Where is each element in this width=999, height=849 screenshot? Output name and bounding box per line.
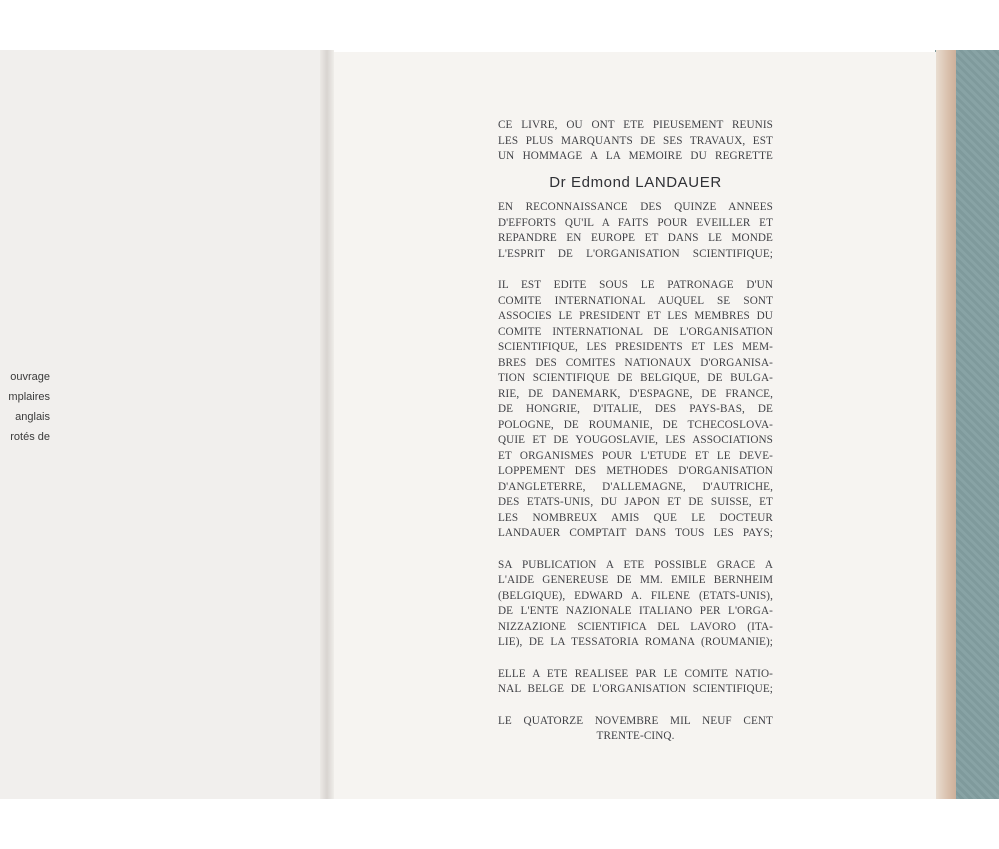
paragraph-5 — [498, 714, 773, 745]
left-line: ouvrage — [10, 371, 50, 383]
left-page — [0, 50, 326, 799]
text-line: SCIENTIFIQUE, LES PRESIDENTS ET LES MEM- — [498, 341, 773, 353]
text-line: CE LIVRE, OU ONT ETE PIEUSEMENT REUNIS — [498, 119, 773, 131]
left-line: anglais — [15, 411, 50, 423]
paragraph-1 — [498, 200, 773, 262]
paragraph-3 — [498, 558, 773, 651]
text-line: LIE), DE LA TESSATORIA ROMANA (ROUMANIE); — [498, 636, 773, 648]
text-line: L'ESPRIT DE L'ORGANISATION SCIENTIFIQUE; — [498, 247, 773, 260]
text-line: NIZZAZIONE SCIENTIFICA DEL LAVORO (ITA- — [498, 620, 773, 633]
text-line: EN RECONNAISSANCE DES QUINZE ANNEES — [498, 201, 773, 213]
text-line: COMITE INTERNATIONAL DE L'ORGANISATION — [498, 325, 773, 338]
book-gutter — [320, 50, 334, 799]
text-line: REPANDRE EN EUROPE ET DANS LE MONDE — [498, 232, 773, 244]
left-line: mplaires — [8, 391, 50, 403]
text-line: COMITE INTERNATIONAL AUQUEL SE SONT — [498, 294, 773, 307]
honoree-name: Dr Edmond LANDAUER — [549, 173, 722, 191]
text-line: ET ORGANISMES POUR L'ETUDE ET LE DEVE- — [498, 449, 773, 462]
text-line: TION SCIENTIFIQUE DE BELGIQUE, DE BULGA- — [498, 372, 773, 384]
text-line: LES PLUS MARQUANTS DE SES TRAVAUX, EST — [498, 134, 773, 147]
page-edges — [936, 50, 956, 799]
text-line: TRENTE-CINQ. — [596, 730, 675, 742]
text-line: LOPPEMENT DES METHODES D'ORGANISATION — [498, 465, 773, 477]
text-line: NAL BELGE DE L'ORGANISATION SCIENTIFIQUE; — [498, 683, 773, 695]
text-line: QUIE ET DE YOUGOSLAVIE, LES ASSOCIATIONS — [498, 434, 773, 446]
paragraph-4 — [498, 667, 773, 698]
text-line: DES ETATS-UNIS, DU JAPON ET DE SUISSE, ET — [498, 496, 773, 508]
text-line: SA PUBLICATION A ETE POSSIBLE GRACE A — [498, 558, 773, 571]
left-page-text — [0, 367, 50, 447]
text-line: D'ANGLETERRE, D'ALLEMAGNE, D'AUTRICHE, — [498, 480, 773, 493]
text-line: LES NOMBREUX AMIS QUE LE DOCTEUR — [498, 511, 773, 524]
text-line: L'AIDE GENEREUSE DE MM. EMILE BERNHEIM — [498, 574, 773, 586]
text-line: DE L'ENTE NAZIONALE ITALIANO PER L'ORGA- — [498, 605, 773, 617]
paragraph-2 — [498, 278, 773, 542]
text-line: IL EST EDITE SOUS LE PATRONAGE D'UN — [498, 279, 773, 291]
text-line: D'EFFORTS QU'IL A FAITS POUR EVEILLER ET — [498, 216, 773, 229]
text-line: ASSOCIES LE PRESIDENT ET LES MEMBRES DU — [498, 310, 773, 322]
text-line: (BELGIQUE), EDWARD A. FILENE (ETATS-UNIS), — [498, 589, 773, 602]
text-line: LANDAUER COMPTAIT DANS TOUS LES PAYS; — [498, 527, 773, 539]
text-line: ELLE A ETE REALISEE PAR LE COMITE NATIO- — [498, 667, 773, 680]
text-line: BRES DES COMITES NATIONAUX D'ORGANISA- — [498, 356, 773, 369]
left-line: rotés de — [10, 431, 50, 443]
text-line: DE HONGRIE, D'ITALIE, DES PAYS-BAS, DE — [498, 403, 773, 415]
text-line: POLOGNE, DE ROUMANIE, DE TCHECOSLOVA- — [498, 418, 773, 431]
text-line: LE QUATORZE NOVEMBRE MIL NEUF CENT — [498, 714, 773, 727]
text-line: RIE, DE DANEMARK, D'ESPAGNE, DE FRANCE, — [498, 387, 773, 400]
text-line: UN HOMMAGE A LA MEMOIRE DU REGRETTE — [498, 150, 773, 162]
intro-paragraph — [498, 118, 773, 165]
dedication-text — [498, 118, 773, 745]
